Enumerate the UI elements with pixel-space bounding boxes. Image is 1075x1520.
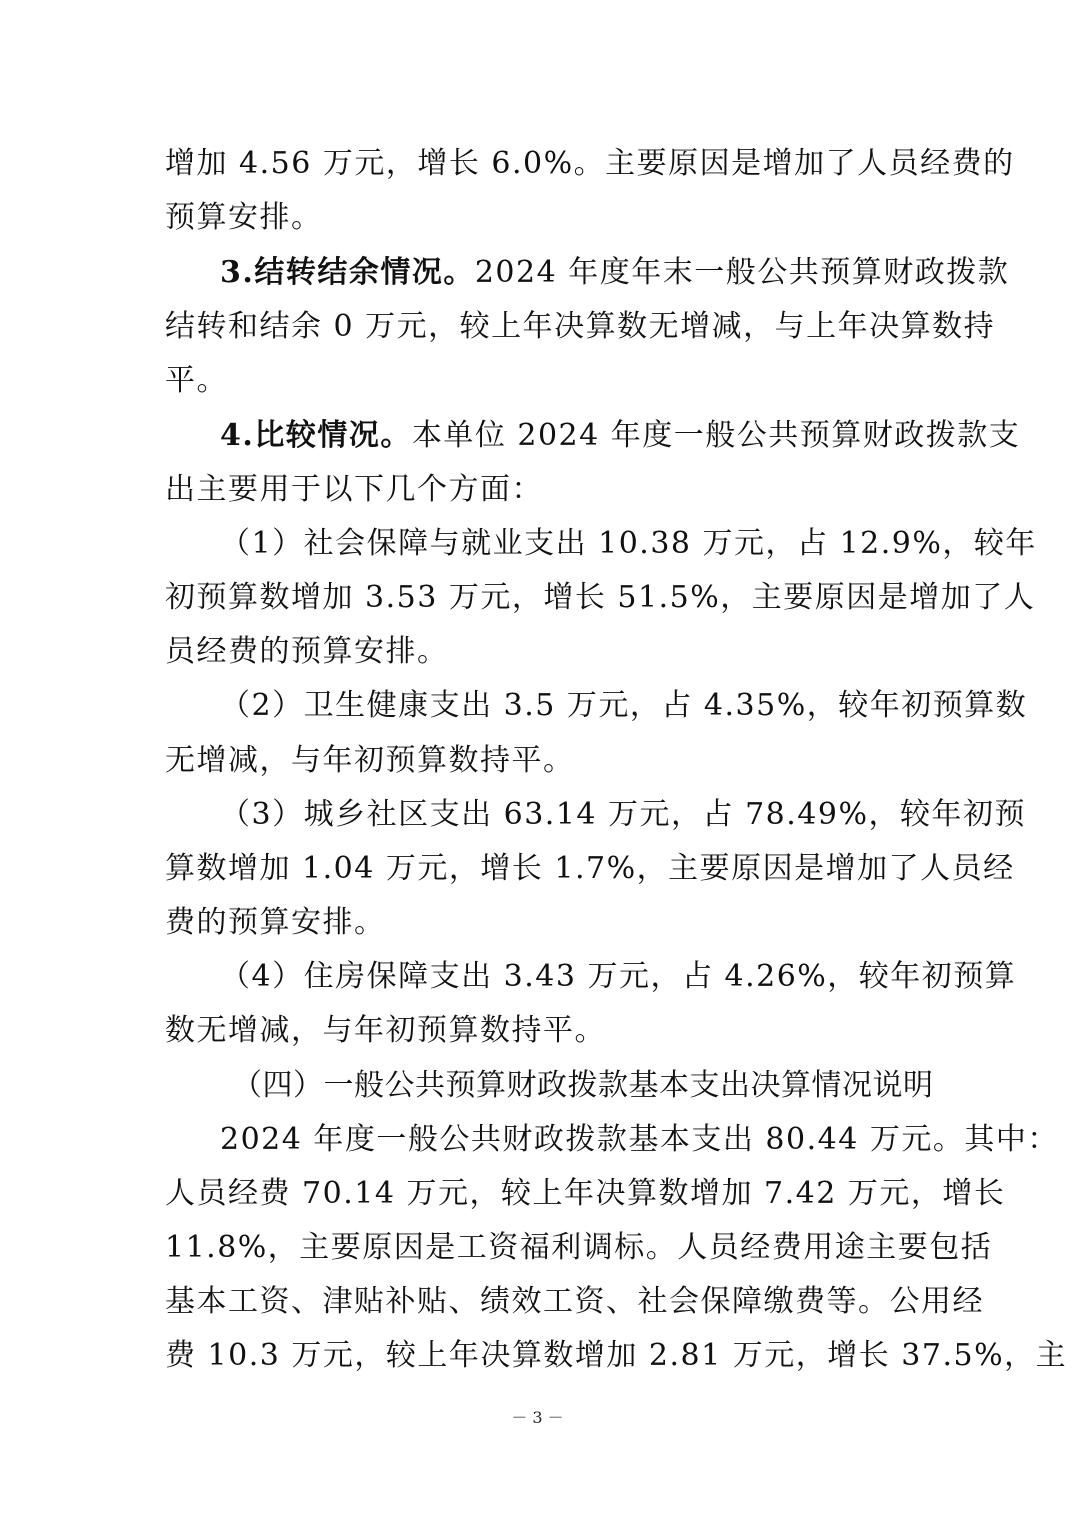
item3-line-1: （3）城乡社区支出 63.14 万元，占 78.49%，较年初预 bbox=[220, 797, 1026, 832]
p2-line-1-text: 2024 年度年末一般公共预算财政拨款 bbox=[474, 255, 1010, 290]
p4-line-1: 2024 年度一般公共财政拨款基本支出 80.44 万元。其中： bbox=[220, 1122, 1059, 1157]
item3-line-2: 算数增加 1.04 万元，增长 1.7%，主要原因是增加了人员经 bbox=[165, 851, 1015, 886]
p2-lead-heading: 3.结转结余情况。 bbox=[220, 255, 475, 290]
p2-line-3: 平。 bbox=[165, 363, 228, 398]
p3-lead-heading: 4.比较情况。 bbox=[220, 418, 412, 453]
p1-line-1: 增加 4.56 万元，增长 6.0%。主要原因是增加了人员经费的 bbox=[165, 146, 1015, 181]
p4-line-5: 费 10.3 万元，较上年决算数增加 2.81 万元，增长 37.5%，主 bbox=[165, 1338, 1068, 1373]
p4-line-4: 基本工资、津贴补贴、绩效工资、社会保障缴费等。公用经 bbox=[165, 1284, 984, 1319]
section-heading: （四）一般公共预算财政拨款基本支出决算情况说明 bbox=[232, 1068, 934, 1103]
p3-line-2: 出主要用于以下几个方面： bbox=[165, 472, 543, 507]
p1-line-2: 预算安排。 bbox=[165, 200, 323, 235]
item1-line-3: 员经费的预算安排。 bbox=[165, 634, 449, 669]
item4-line-2: 数无增减，与年初预算数持平。 bbox=[165, 1013, 606, 1048]
p4-line-2: 人员经费 70.14 万元，较上年决算数增加 7.42 万元，增长 bbox=[165, 1176, 1006, 1211]
item1-line-2: 初预算数增加 3.53 万元，增长 51.5%，主要原因是增加了人 bbox=[165, 580, 1036, 615]
p3-line-1-text: 本单位 2024 年度一般公共预算财政拨款支 bbox=[411, 418, 1021, 453]
item2-line-1: （2）卫生健康支出 3.5 万元，占 4.35%，较年初预算数 bbox=[220, 688, 1028, 723]
item1-line-1: （1）社会保障与就业支出 10.38 万元，占 12.9%，较年 bbox=[220, 526, 1037, 561]
p3-line-1 bbox=[220, 416, 1021, 456]
p4-line-3: 11.8%，主要原因是工资福利调标。人员经费用途主要包括 bbox=[165, 1230, 993, 1265]
page-number: － 3 － bbox=[511, 1408, 564, 1427]
item3-line-3: 费的预算安排。 bbox=[165, 905, 386, 940]
item4-line-1: （4）住房保障支出 3.43 万元，占 4.26%，较年初预算 bbox=[220, 959, 1017, 994]
p2-line-1 bbox=[220, 253, 1010, 293]
p2-line-2: 结转和结余 0 万元，较上年决算数无增减，与上年决算数持 bbox=[165, 309, 996, 344]
item2-line-2: 无增减，与年初预算数持平。 bbox=[165, 743, 575, 778]
